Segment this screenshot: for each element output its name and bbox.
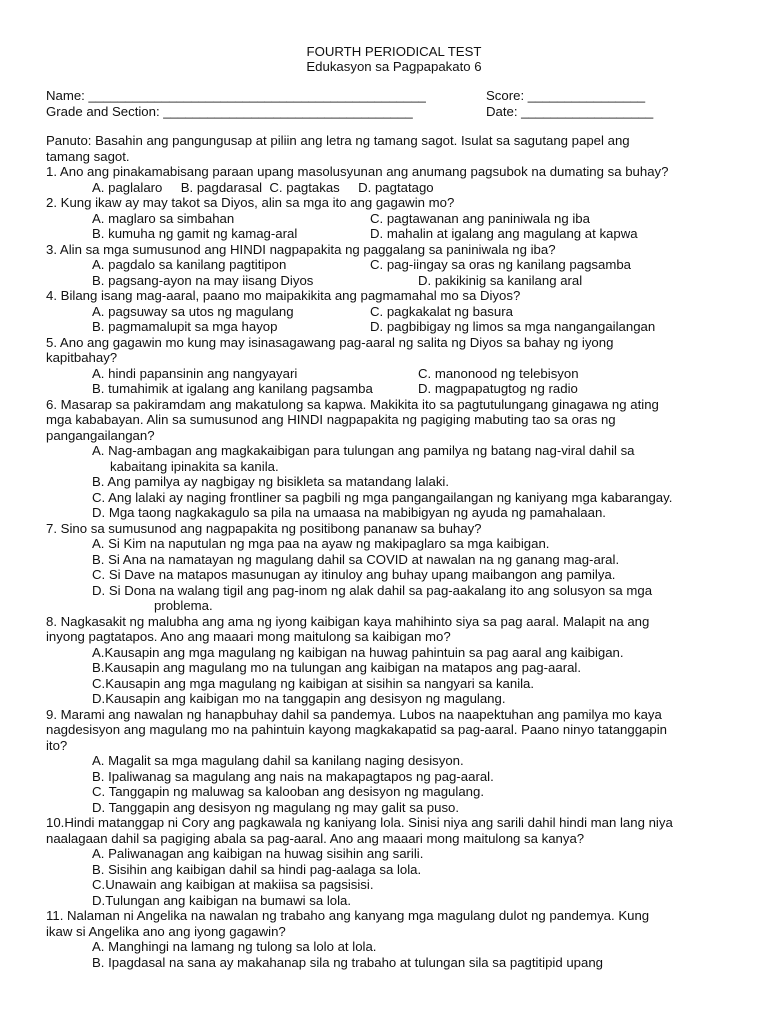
option-a: A. Manghingi na lamang ng tulong sa lolo at lola. <box>92 939 377 954</box>
instructions <box>46 133 722 164</box>
question-6 <box>46 397 722 521</box>
question-text: 2. Kung ikaw ay may takot sa Diyos, alin sa mga ito ang gagawin mo? <box>46 195 455 210</box>
option-c: C. manonood ng telebisyon <box>418 365 579 381</box>
option-b: B. Ang pamilya ay nagbigay ng bisikleta sa matandang lalaki. <box>92 474 450 489</box>
question-1 <box>46 164 722 195</box>
question-text: 10.Hindi matanggap ni Cory ang pagkawala ng kaniyang lola. Sinisi niya ang sarili dahil hindi man lang niya <box>46 815 673 830</box>
option-a: A. pagdalo sa kanilang pagtitipon <box>92 257 287 272</box>
option-a: A. Si Kim na naputulan ng mga paa na ayaw ng makipaglaro sa mga kaibigan. <box>92 536 550 551</box>
option-b: B. Sisihin ang kaibigan dahil sa hindi pag-aalaga sa lola. <box>92 861 422 877</box>
option-a: A. Magalit sa mga magulang dahil sa kanilang naging desisyon. <box>92 753 464 768</box>
option-c: C. Ang lalaki ay naging frontliner sa pagbili ng mga pangangailangan ng kaniyang mga kabarangay. <box>92 489 673 505</box>
option-a-continued: kabaitang ipinakita sa kanila. <box>110 458 279 474</box>
question-text: kapitbahay? <box>46 350 118 365</box>
instructions-line: tamang sagot. <box>46 148 130 164</box>
option-b: B. tumahimik at igalang ang kanilang pagsamba <box>92 381 373 396</box>
option-c: C. pag-iingay sa oras ng kanilang pagsamba <box>370 257 631 272</box>
test-header <box>66 44 722 74</box>
option-d: D. magpapatugtog ng radio <box>418 381 578 396</box>
option-d-continued: problema. <box>154 598 213 613</box>
option-a: A.Kausapin ang mga magulang ng kaibigan na huwag pahintuin sa pag aaral ang kaibigan. <box>92 644 624 660</box>
option-d: D. mahalin at igalang ang magulang at kapwa <box>370 226 638 241</box>
option-b: B. pagsang-ayon na may iisang Diyos <box>92 272 314 288</box>
option-c: C. Si Dave na matapos masunugan ay itinuloy ang buhay upang maibangon ang pamilya. <box>92 567 616 582</box>
instructions-line: Panuto: Basahin ang pangungusap at piliin ang letra ng tamang sagot. Isulat sa sagutang papel ang <box>46 133 630 148</box>
question-7 <box>46 521 722 614</box>
option-b: B.Kausapin ang magulang mo na tulungan ang kaibigan na matapos ang pag-aaral. <box>92 660 582 675</box>
question-text: naalagaan dahil sa pagiging abala sa pag-aaral. Ano ang maaari mong maitulong sa kanya? <box>46 830 585 846</box>
subject-title: Edukasyon sa Pagpapakato 6 <box>306 59 482 74</box>
question-text: 11. Nalaman ni Angelika na nawalan ng trabaho ang kanyang mga magulang dulot ng pandemya. Kung <box>46 908 650 923</box>
option-a: A. pagsuway sa utos ng magulang <box>92 303 294 319</box>
question-5 <box>46 335 722 397</box>
option-c: C. pagtawanan ang paniniwala ng iba <box>370 210 590 226</box>
question-9 <box>46 707 722 816</box>
question-text: 9. Marami ang nawalan ng hanapbuhay dahil sa pandemya. Lubos na naapektuhan ang pamilya mo kaya <box>46 706 662 722</box>
question-text: 1. Ano ang pinakamabisang paraan upang masolusyunan ang anumang pagsubok na dumating sa buhay? <box>46 164 669 179</box>
question-11 <box>46 908 722 970</box>
grade-section-field[interactable]: Grade and Section: __________________________________ <box>46 103 413 119</box>
question-2 <box>46 195 722 242</box>
question-text: mga kababayan. Alin sa sumusunod ang HINDI nagpapakita ng pagiging mabuting tao sa oras ng <box>46 412 616 427</box>
option-d: D. Tanggapin ang desisyon ng magulang ng may galit sa puso. <box>92 799 460 815</box>
score-field[interactable]: Score: ________________ <box>486 88 646 103</box>
option-d: D. Mga taong nagkakagulo sa pila na umaasa na mabibigyan ng ayuda ng pamahalaan. <box>92 505 606 520</box>
name-field[interactable]: Name: ______________________________________________ <box>46 88 426 103</box>
option-b: B. Si Ana na namatayan ng magulang dahil sa COVID at nawalan na ng ganang mag-aral. <box>92 551 620 567</box>
option-c: C.Unawain ang kaibigan at makiisa sa pagsisisi. <box>92 877 374 892</box>
question-text: ito? <box>46 737 68 753</box>
question-3 <box>46 242 722 289</box>
option-b: B. kumuha ng gamit ng kamag-aral <box>92 226 298 241</box>
option-d: D. Si Dona na walang tigil ang pag-inom ng alak dahil sa pag-aakalang ito ang solusyon sa mga <box>92 582 653 598</box>
question-text: 3. Alin sa mga sumusunod ang HINDI nagpapakita ng paggalang sa paniniwala ng iba? <box>46 241 556 257</box>
option-d: D. pagbibigay ng limos sa mga nangangailangan <box>370 319 656 334</box>
date-field[interactable]: Date: __________________ <box>486 103 654 119</box>
question-4 <box>46 288 722 335</box>
question-text: 8. Nagkasakit ng malubha ang ama ng iyong kaibigan kaya mahihinto siya sa pag aaral. Malapit na ang <box>46 613 650 629</box>
question-text: 7. Sino sa sumusunod ang nagpapakita ng positibong pananaw sa buhay? <box>46 520 482 536</box>
option-c: C.Kausapin ang mga magulang ng kaibigan at sisihin sa nangyari sa kanila. <box>92 675 535 691</box>
option-d: D. pakikinig sa kanilang aral <box>418 272 583 288</box>
question-text: ikaw si Angelika ano ang iyong gagawin? <box>46 923 286 939</box>
option-c: C. Tanggapin ng maluwag sa kalooban ang desisyon ng magulang. <box>92 784 484 799</box>
option-a: A. Nag-ambagan ang magkakaibigan para tulungan ang pamilya ng batang nag-viral dahil sa <box>92 443 635 458</box>
question-text: 4. Bilang isang mag-aaral, paano mo maipakikita ang pagmamahal mo sa Diyos? <box>46 288 521 303</box>
question-text: inyong pagtatapos. Ano ang maaari mong maitulong sa kaibigan mo? <box>46 629 451 644</box>
question-10 <box>46 815 722 908</box>
option-d: D.Tulungan ang kaibigan na bumawi sa lola. <box>92 892 352 908</box>
question-text: 6. Masarap sa pakiramdam ang makatulong sa kapwa. Makikita ito sa pagtutulungang ginagawa ng ating <box>46 396 659 412</box>
option-a: A. maglaro sa simbahan <box>92 210 235 226</box>
question-text: pangangailangan? <box>46 427 155 443</box>
question-options: A. paglalaro B. pagdarasal C. pagtakas D. pagtatago <box>92 179 434 195</box>
option-a: A. hindi papansinin ang nangyayari <box>92 365 298 381</box>
question-text: 5. Ano ang gagawin mo kung may isinasagawang pag-aaral ng salita ng Diyos sa bahay ng iyong <box>46 334 614 350</box>
test-title: FOURTH PERIODICAL TEST <box>306 44 482 59</box>
option-b: B. pagmamalupit sa mga hayop <box>92 319 278 334</box>
question-8 <box>46 614 722 707</box>
option-a: A. Paliwanagan ang kaibigan na huwag sisihin ang sarili. <box>92 846 424 861</box>
option-b: B. Ipagdasal na sana ay makahanap sila ng trabaho at tulungan sila sa pagtitipid upang <box>92 954 604 970</box>
option-d: D.Kausapin ang kaibigan mo na tanggapin ang desisyon ng magulang. <box>92 691 506 706</box>
student-fields <box>46 88 722 119</box>
question-text: nagdesisyon ang magulang mo na pahintuin kayong magkakapatid sa pag-aaral. Paano ninyo tatanggapin <box>46 722 667 737</box>
option-b: B. Ipaliwanag sa magulang ang nais na makapagtapos ng pag-aaral. <box>92 768 494 784</box>
option-c: C. pagkakalat ng basura <box>370 303 513 319</box>
